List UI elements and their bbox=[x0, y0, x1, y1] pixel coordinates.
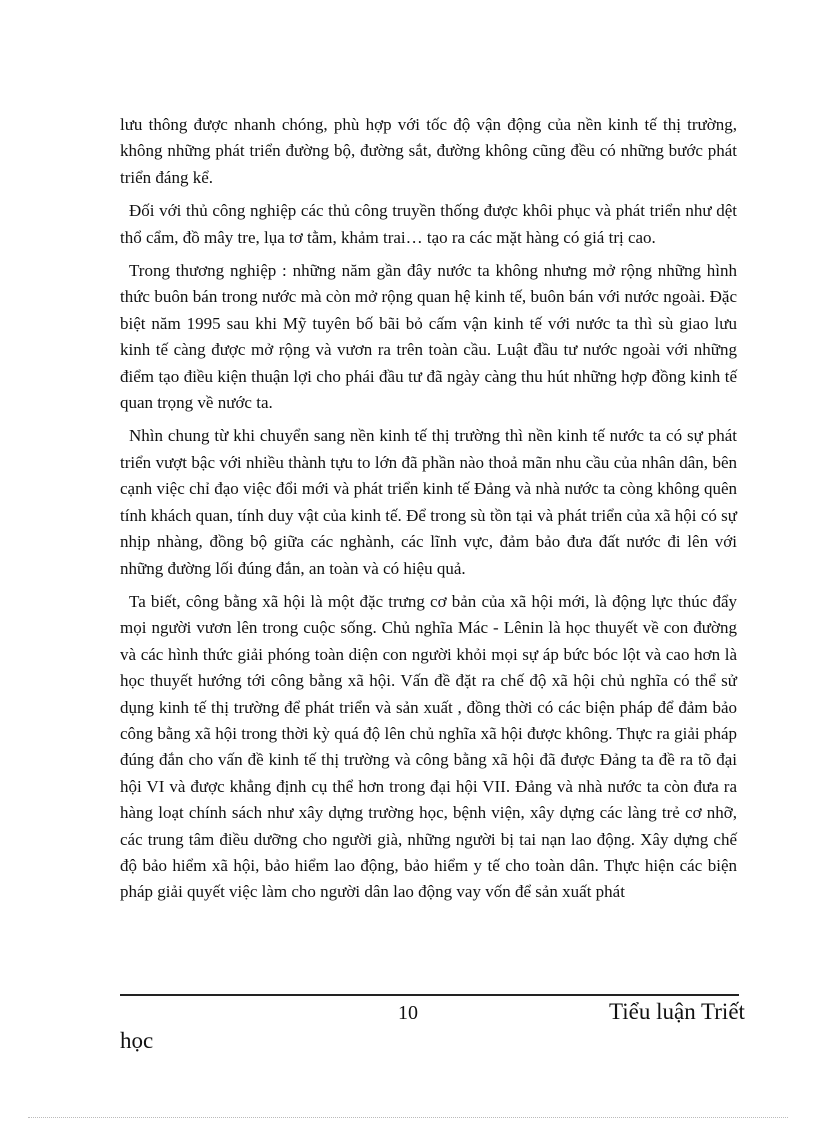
footer-divider bbox=[120, 994, 739, 996]
page-bottom-border bbox=[28, 1117, 788, 1118]
paragraph: Trong thương nghiệp : những năm gần đây nước ta không nhưng mở rộng những hình thức buôn bán trong nước mà còn mở rộng quan hệ kinh tế, buôn bán với nước ngoài. Đặc biệt năm 1995 sau khi Mỹ tuyên bố bãi bỏ cấm vận kinh tế với nước ta thì sù giao lưu kinh tế càng được mở rộng và vươn ra trên toàn cầu. Luật đầu tư nước ngoài với những điểm tạo điều kiện thuận lợi cho phái đầu tư đã ngày càng thu hút những hợp đồng kinh tế quan trọng về nước ta. bbox=[120, 261, 737, 413]
page-number: 10 bbox=[398, 1002, 418, 1024]
paragraph: lưu thông được nhanh chóng, phù hợp với tốc độ vận động của nền kinh tế thị trường, không những phát triển đường bộ, đường sắt, đường không cũng đều có những bước phát triển đáng kể. bbox=[120, 115, 737, 187]
paragraph: Nhìn chung từ khi chuyển sang nền kinh tế thị trường thì nền kinh tế nước ta có sự phát triển vượt bậc với nhiều thành tựu to lớn đã phần nào thoả mãn nhu cầu của nhân dân, bên cạnh việc chỉ đạo việc đổi mới và phát triển kinh tế Đảng và nhà nước ta còng không quên tính khách quan, tính duy vật của kinh tế. Để trong sù tồn tại và phát triển của xã hội có sự nhịp nhàng, đồng bộ giữa các nghành, các lĩnh vực, đảm bảo đưa đất nước đi lên với những đường lối đúng đắn, an toàn và có hiệu quả. bbox=[120, 426, 737, 578]
document-body bbox=[120, 112, 737, 913]
paragraph: Đối với thủ công nghiệp các thủ công truyền thống được khôi phục và phát triển như dệt thổ cẩm, đồ mây tre, lụa tơ tằm, khảm trai… tạo ra các mặt hàng có giá trị cao. bbox=[120, 201, 737, 247]
footer-title-continuation: học bbox=[120, 1028, 154, 1053]
paragraph: Ta biết, công bằng xã hội là một đặc trưng cơ bản của xã hội mới, là động lực thúc đẩy mọi người vươn lên trong cuộc sống. Chủ nghĩa Mác - Lênin là học thuyết về con đường và các hình thức giải phóng toàn diện con người khỏi mọi sự áp bức bóc lột và cao hơn là học thuyết hướng tới công bằng xã hội. Vấn đề đặt ra chế độ xã hội chủ nghĩa có thể sử dụng kinh tế thị trường để phát triển và sản xuất , đồng thời có các biện pháp để đảm bảo công bằng xã hội trong thời kỳ quá độ lên chủ nghĩa xã hội được không. Thực ra giải pháp đúng đắn cho vấn đề kinh tế thị trường và công bằng xã hội đã được Đảng ta đề ra tõ đại hội VI và được khẳng định cụ thể hơn trong đại hội VII. Đảng và nhà nước ta còn đưa ra hàng loạt chính sách như xây dựng trường học, bệnh viện, xây dựng các làng trẻ cơ nhỡ, các trung tâm điều dưỡng cho người già, những người bị tai nạn lao động. Xây dựng chế độ bảo hiểm xã hội, bảo hiểm lao động, bảo hiểm y tế cho toàn dân. Thực hiện các biện pháp giải quyết việc làm cho người dân lao động vay vốn để sản xuất phát bbox=[120, 591, 737, 902]
footer-title: Tiểu luận Triết bbox=[609, 999, 745, 1024]
